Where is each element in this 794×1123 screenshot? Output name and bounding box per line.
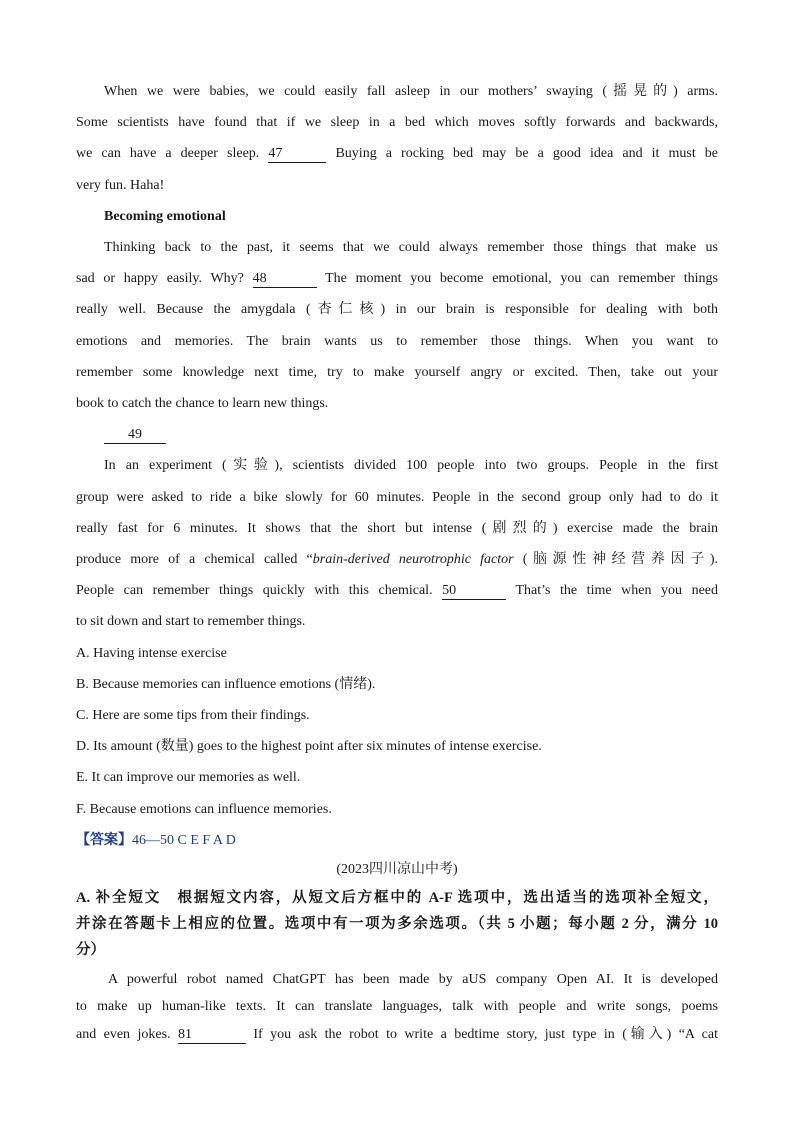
option-c: C. Here are some tips from their findings. [76, 708, 310, 723]
option-a: A. Having intense exercise [76, 646, 227, 661]
option-e: E. It can improve our memories as well. [76, 770, 301, 785]
option-d: D. Its amount (数量) goes to the highest point after six minutes of intense exercise. [76, 739, 542, 754]
p2-line-1: Thinking back to the past, it seems that we could always remember those things that make us [104, 240, 718, 255]
p1-line-4: very fun. Haha! [76, 178, 165, 193]
blank-49: 49 [104, 427, 166, 444]
p4-line-1: A powerful robot named ChatGPT has been made by aUS company Open AI. It is developed [108, 972, 718, 987]
p1-line-3-before: we can have a deeper sleep. [76, 146, 260, 161]
p4-line-2: to make up human-like texts. It can translate languages, talk with people and write songs, poems [76, 999, 718, 1014]
p4-line-3 [76, 1025, 718, 1045]
p1-line-3 [76, 144, 718, 164]
p1-line-1: When we were babies, we could easily fall asleep in our mothers’ swaying (摇晃的) arms. [104, 84, 718, 99]
p3-line-5-after: That’s the time when you need [515, 583, 718, 598]
p3-line-4 [76, 550, 718, 570]
p2-line-4: emotions and memories. The brain wants us to remember those things. When you want to [76, 334, 718, 349]
option-b: B. Because memories can influence emotions (情绪). [76, 677, 376, 692]
blank-48: 48 [253, 271, 317, 288]
p3-line-5 [76, 581, 718, 601]
p2-line-2 [76, 269, 718, 289]
answer-label: 【答案】 [76, 833, 132, 848]
answer-line [76, 831, 718, 851]
task-line-2: 并涂在答题卡上相应的位置。选项中有一项为多余选项。（共 5 小题；每小题 2 分，满分 10 [76, 916, 718, 932]
blank-50: 50 [442, 583, 506, 600]
source-title: (2023四川凉山中考) [336, 862, 458, 877]
p4-line-3-after: If you ask the robot to write a bedtime story, just type in (输入) “A cat [253, 1027, 718, 1042]
p2-line-2-before: sad or happy easily. Why? [76, 271, 244, 286]
option-f: F. Because emotions can influence memories. [76, 802, 332, 817]
p1-line-2: Some scientists have found that if we sleep in a bed which moves softly forwards and backwards, [76, 115, 718, 130]
p1-line-3-after: Buying a rocking bed may be a good idea and it must be [335, 146, 719, 161]
p2-line-6: book to catch the chance to learn new things. [76, 396, 329, 411]
p2-line-2-after: The moment you become emotional, you can remember things [325, 271, 718, 286]
p3-line-4-italic: brain-derived neurotrophic factor [312, 552, 514, 567]
p3-line-6: to sit down and start to remember things. [76, 614, 306, 629]
answer-text: 46—50 C E F A D [132, 833, 236, 848]
p3-line-1: In an experiment (实验), scientists divided 100 people into two groups. People in the first [104, 458, 718, 473]
p3-line-2: group were asked to ride a bike slowly for 60 minutes. People in the second group only had to do it [76, 490, 718, 505]
blank-81: 81 [178, 1027, 246, 1044]
task-line-1: A. 补全短文 根据短文内容，从短文后方框中的 A-F 选项中，选出适当的选项补全短文， [76, 890, 718, 906]
task-line-3: 分） [76, 942, 105, 958]
p2-line-5: remember some knowledge next time, try to make yourself angry or excited. Then, take out your [76, 365, 718, 380]
section-heading: Becoming emotional [104, 209, 226, 224]
p3-line-4-before: produce more of a chemical called “ [76, 552, 313, 567]
blank-49-line [104, 425, 718, 445]
p3-line-5-before: People can remember things quickly with this chemical. [76, 583, 433, 598]
p3-line-4-after: (脑源性神经营养因子). [513, 552, 718, 567]
blank-47: 47 [268, 146, 326, 163]
p2-line-3: really well. Because the amygdala (杏仁核) in our brain is responsible for dealing with both [76, 302, 718, 317]
p4-line-3-before: and even jokes. [76, 1027, 171, 1042]
p3-line-3: really fast for 6 minutes. It shows that the short but intense (剧烈的) exercise made the brain [76, 521, 718, 536]
